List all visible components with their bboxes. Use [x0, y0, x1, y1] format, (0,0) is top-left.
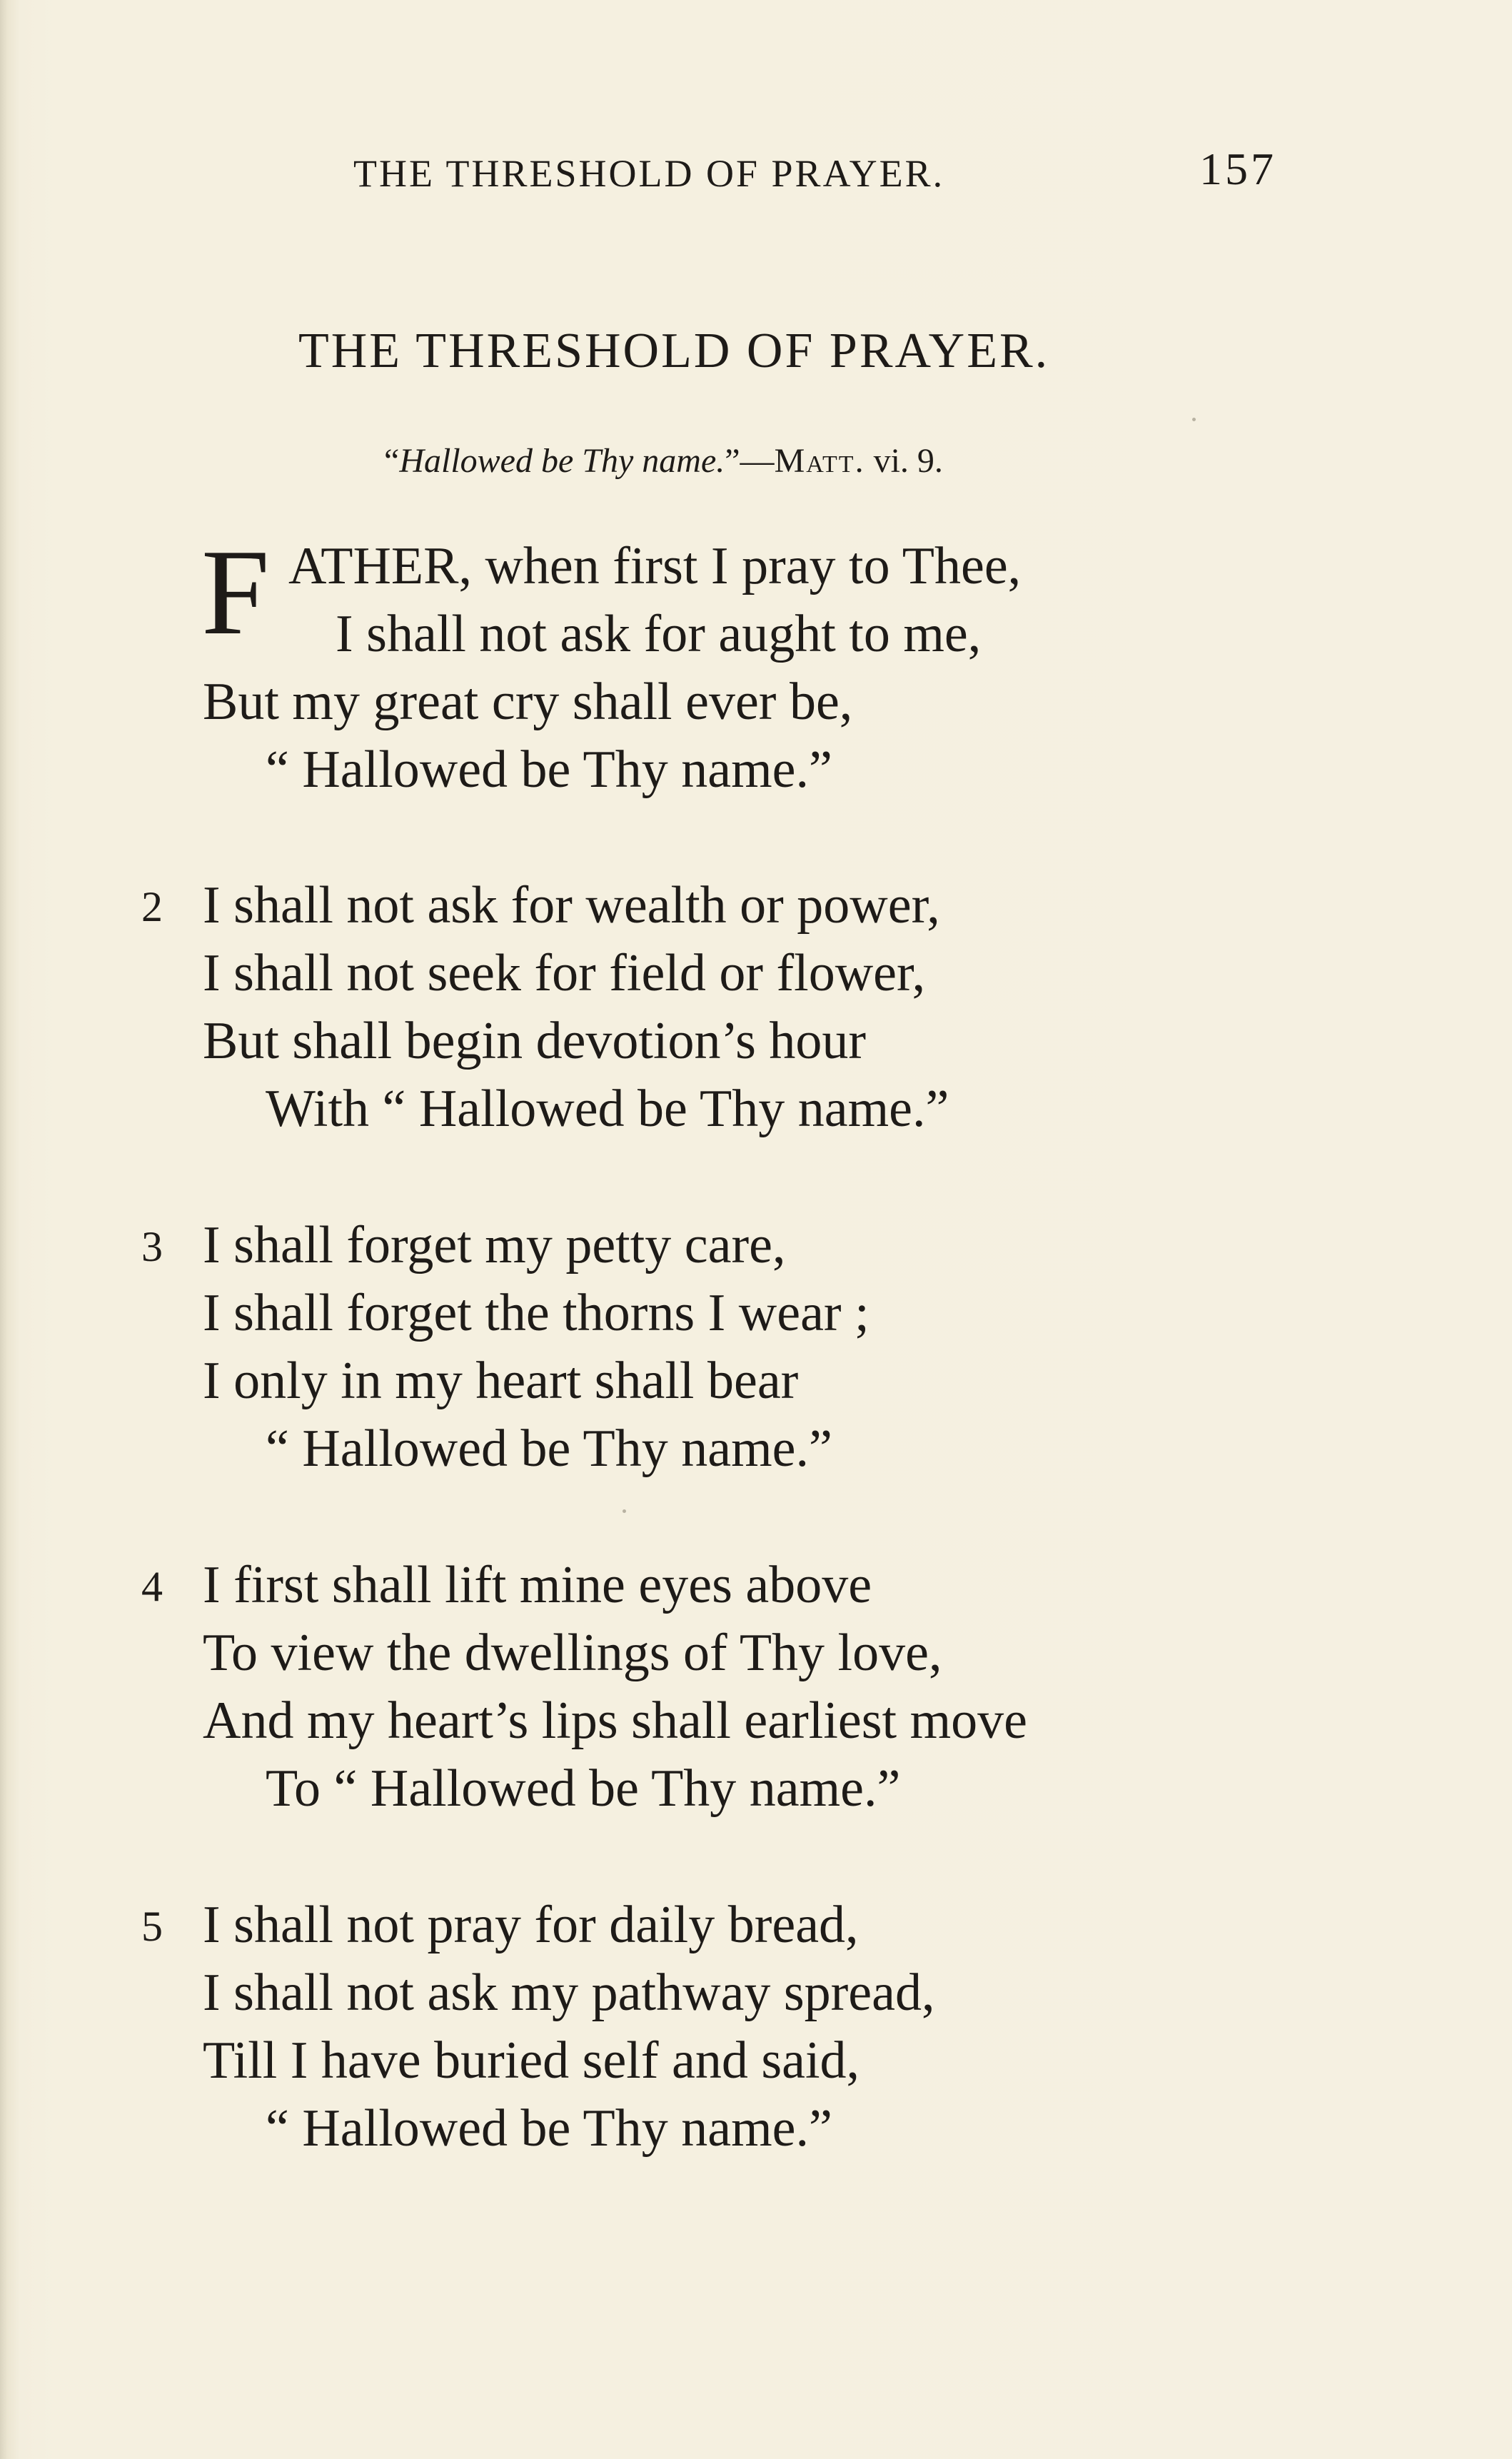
verse-line: I shall forget my petty care, [203, 1216, 786, 1274]
verse-line: I first shall lift mine eyes above [203, 1556, 872, 1614]
paper-speck [623, 1509, 626, 1513]
verse-line: Till I have buried self and said, [203, 2031, 860, 2090]
epigraph-close-dash: ”— [725, 442, 775, 480]
verse-line: ATHER, when first I pray to Thee, [288, 537, 1022, 595]
verse-line: But shall begin devotion’s hour [203, 1012, 867, 1070]
verse-line: I shall not ask my pathway spread, [203, 1963, 935, 2022]
verse-line: “ Hallowed be Thy name.” [266, 740, 832, 799]
verse-line: With “ Hallowed be Thy name.” [266, 1080, 949, 1138]
paper-speck [1192, 418, 1196, 421]
running-head: THE THRESHOLD OF PRAYER. [353, 152, 945, 195]
verse-line: “ Hallowed be Thy name.” [266, 1419, 832, 1478]
verse-line: “ Hallowed be Thy name.” [266, 2099, 832, 2158]
drop-cap: F [201, 525, 270, 660]
stanza-number: 3 [141, 1223, 163, 1270]
verse-line: I shall not pray for daily bread, [203, 1896, 859, 1954]
stanza-number: 5 [141, 1903, 163, 1950]
poem-title: THE THRESHOLD OF PRAYER. [298, 323, 1050, 378]
verse-line: I only in my heart shall bear [203, 1352, 799, 1410]
epigraph-reference-location: vi. 9. [865, 442, 943, 480]
verse-line: But my great cry shall ever be, [203, 673, 853, 731]
verse-line: To “ Hallowed be Thy name.” [266, 1759, 901, 1818]
page-number: 157 [1199, 144, 1276, 194]
stanza-number: 2 [141, 883, 163, 930]
epigraph [384, 441, 943, 481]
epigraph-open-quote: “ [384, 442, 400, 480]
verse-line: To view the dwellings of Thy love, [203, 1624, 942, 1682]
verse-line: I shall not ask for aught to me, [336, 605, 982, 663]
epigraph-reference-book: Matt. [774, 442, 865, 480]
verse-line: And my heart’s lips shall earliest move [203, 1691, 1027, 1750]
verse-line: I shall forget the thorns I wear ; [203, 1284, 870, 1342]
stanza-number: 4 [141, 1563, 163, 1610]
verse-line: I shall not seek for field or flower, [203, 944, 926, 1002]
epigraph-quote: Hallowed be Thy name. [399, 442, 725, 480]
verse-line: I shall not ask for wealth or power, [203, 876, 940, 935]
